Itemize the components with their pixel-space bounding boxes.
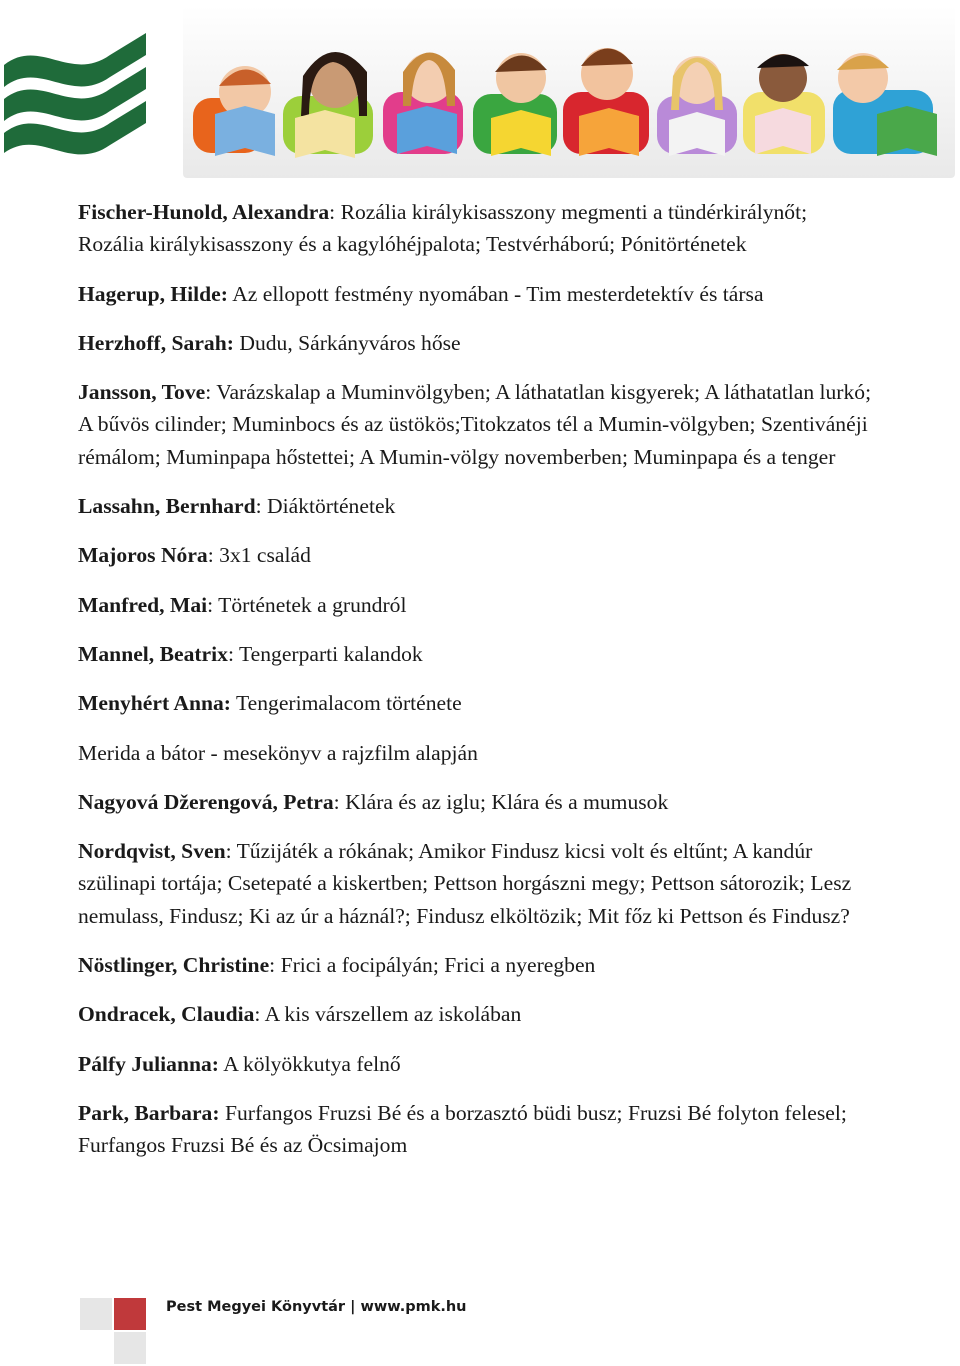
author-name: Mannel, Beatrix: [78, 641, 228, 666]
author-name: Pálfy Julianna:: [78, 1051, 219, 1076]
separator: :: [227, 641, 239, 666]
book-titles: Merida a bátor - mesekönyv a rajzfilm alapján: [78, 740, 478, 765]
separator: :: [333, 789, 346, 814]
book-entry: [78, 786, 878, 818]
book-entry: [78, 490, 878, 522]
author-name: Lassahn, Bernhard: [78, 494, 256, 519]
author-name: Jansson, Tove: [78, 380, 206, 405]
author-name: Ondracek, Claudia: [78, 1002, 255, 1027]
book-entry: [78, 1048, 878, 1080]
book-titles: Történetek a grundról: [218, 592, 407, 617]
library-wave-logo-icon: [0, 25, 150, 155]
author-name: Menyhért Anna:: [78, 691, 231, 716]
separator: :: [329, 200, 341, 224]
book-titles: Furfangos Fruzsi Bé és a borzasztó büdi busz; Fruzsi Bé folyton felesel; Furfangos Fruzsi Bé és az Öcsimajom: [78, 1100, 847, 1158]
book-titles: Tengerparti kalandok: [238, 641, 423, 666]
book-titles: A kölyökkutya felnő: [223, 1051, 401, 1076]
book-entry: [78, 1097, 878, 1162]
book-entry: [78, 737, 878, 769]
book-titles: Klára és az iglu; Klára és a mumusok: [345, 789, 669, 814]
book-entry: [78, 835, 878, 932]
author-name: Majoros Nóra: [78, 543, 208, 568]
book-entry: [78, 539, 878, 571]
author-name: Nöstlinger, Christine: [78, 953, 270, 978]
book-entry: [78, 196, 878, 261]
author-name: Herzhoff, Sarah:: [78, 330, 234, 355]
separator: :: [207, 543, 220, 568]
author-name: Fischer-Hunold, Alexandra: [78, 200, 330, 224]
book-entry: [78, 949, 878, 981]
children-reading-books-photo: [183, 6, 955, 178]
book-entry: [78, 327, 878, 359]
book-titles: Rozália királykisasszony megmenti a tündérkirálynőt; Rozália királykisasszony és a kagylóhéjpalota; Testvérháború; Pónitörténetek: [78, 200, 808, 257]
book-entry: [78, 278, 878, 310]
book-entry: [78, 589, 878, 621]
separator: :: [225, 839, 237, 864]
book-entry: [78, 687, 878, 719]
separator: :: [254, 1002, 265, 1027]
footer-blocks-icon: [80, 1298, 146, 1364]
book-titles: A kis várszellem az iskolában: [264, 1002, 522, 1027]
book-entry: [78, 638, 878, 670]
book-entry: [78, 376, 878, 473]
author-name: Nagyová Džerengová, Petra: [78, 789, 334, 814]
book-titles: 3x1 család: [219, 543, 311, 568]
book-titles: Diáktörténetek: [267, 494, 396, 519]
book-titles: Tűzijáték a rókának; Amikor Findusz kicsi volt és eltűnt; A kandúr szülinapi tortája; Csetepaté a kiskertben; Pettson horgászni megy; Pettson sátorozik; Lesz nemulass, Findusz; Ki az úr a háznál?; Findusz elköltözik; Mit főz ki Pettson és Findusz?: [78, 839, 852, 928]
author-name: Park, Barbara:: [78, 1100, 220, 1125]
book-titles: Az ellopott festmény nyomában - Tim mesterdetektív és társa: [232, 281, 764, 306]
author-name: Hagerup, Hilde:: [78, 281, 228, 306]
book-entry: [78, 998, 878, 1030]
book-titles: Varázskalap a Muminvölgyben; A láthatatlan kisgyerek; A láthatatlan lurkó; A bűvös cilinder; Muminbocs és az üstökös;Titokzatos tél a Mumin-völgyben; Szentivánéji rémálom; Muminpapa hőstettei; A Mumin-völgy novemberben; Muminpapa és a tenger: [78, 380, 872, 469]
book-titles: Frici a focipályán; Frici a nyeregben: [280, 953, 596, 978]
book-titles: Dudu, Sárkányváros hőse: [239, 330, 461, 355]
separator: :: [205, 380, 217, 405]
separator: :: [255, 494, 268, 519]
author-name: Manfred, Mai: [78, 592, 208, 617]
separator: :: [269, 953, 281, 978]
book-titles: Tengerimalacom története: [235, 691, 462, 716]
footer-library-name: Pest Megyei Könyvtár | www.pmk.hu: [166, 1299, 467, 1315]
separator: :: [207, 592, 219, 617]
book-list: [78, 196, 878, 1179]
author-name: Nordqvist, Sven: [78, 839, 226, 864]
